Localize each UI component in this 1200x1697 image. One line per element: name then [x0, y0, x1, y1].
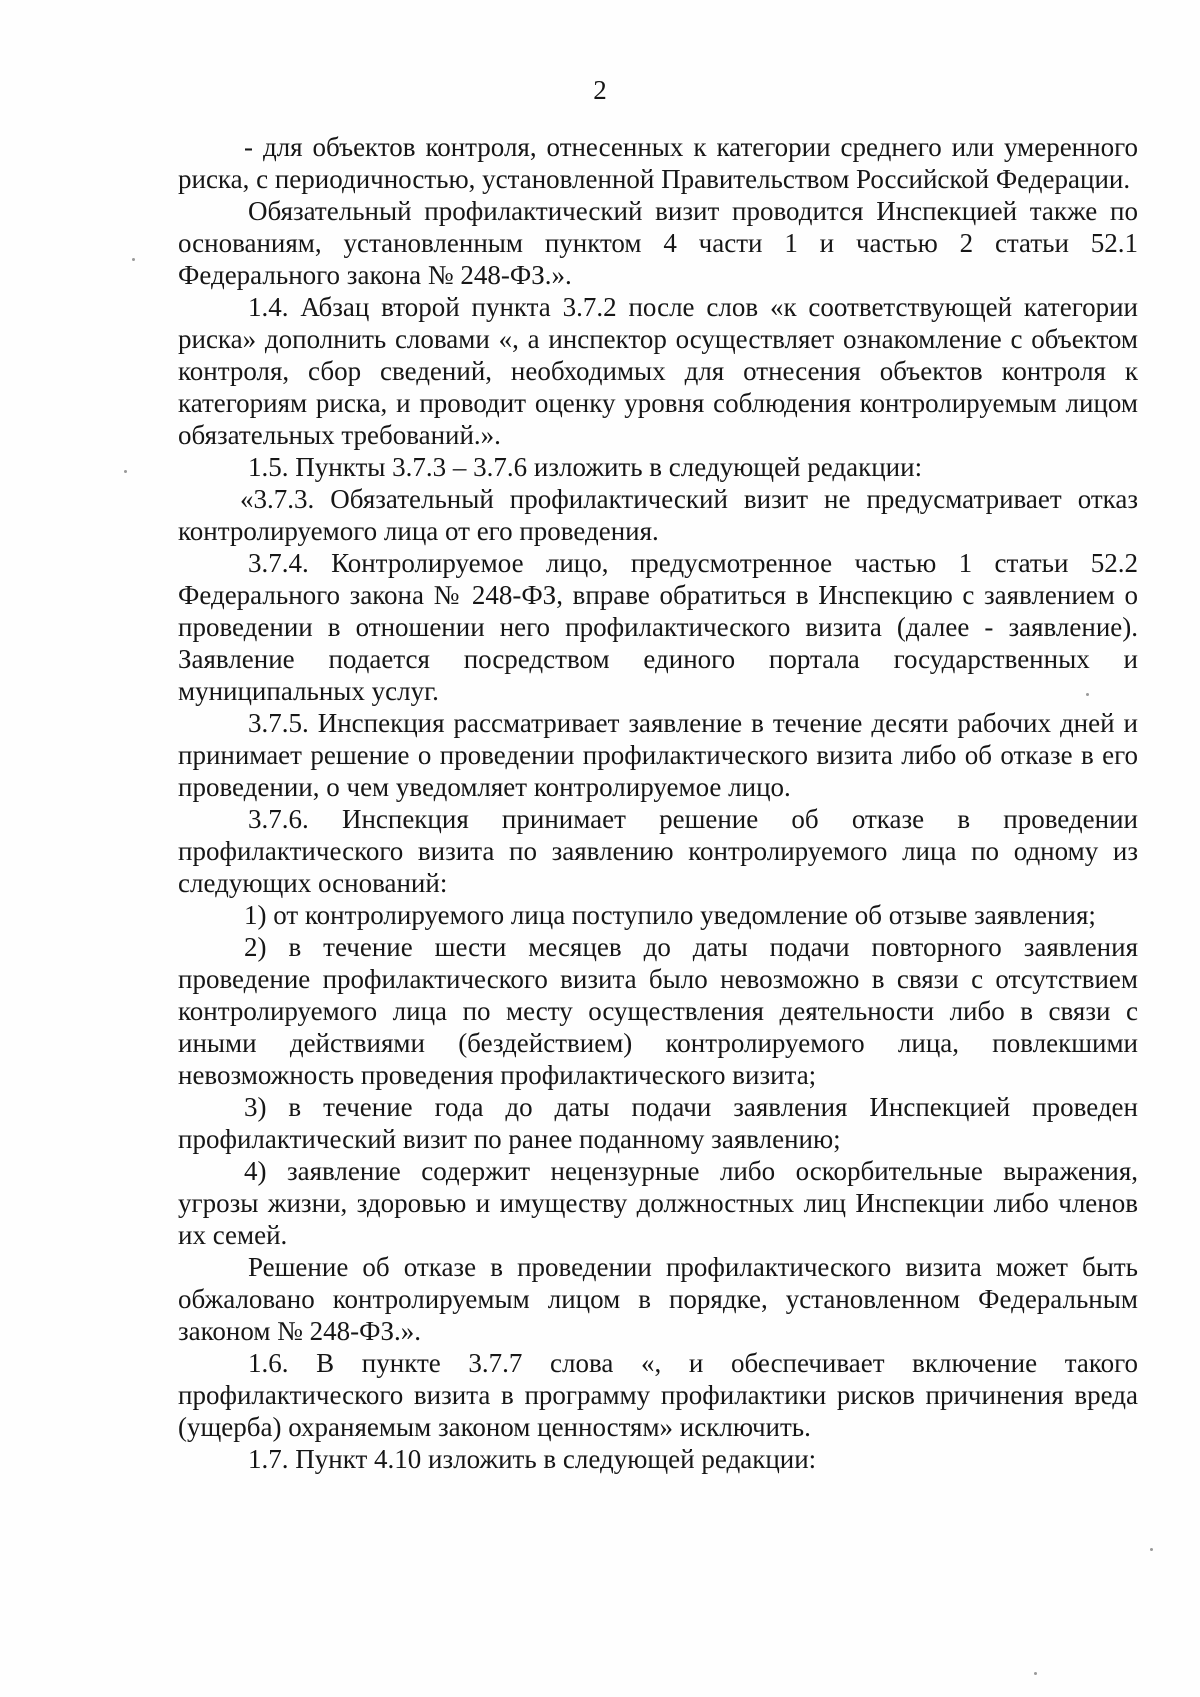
paragraph-item-1-4: 1.4. Абзац второй пункта 3.7.2 после слов «к соответствующей категории риска» дополнить словами «, а инспектор осуществляет ознакомление с объектом контроля, сбор сведений, необходимых для отнесения объектов контроля к категориям риска, и проводит оценку уровня соблюдения контролируемым лицом обязательных требований.». — [178, 292, 1138, 450]
paragraph-item-1-7: 1.7. Пункт 4.10 изложить в следующей редакции: — [248, 1444, 817, 1474]
paragraph-item-3-7-4: 3.7.4. Контролируемое лицо, предусмотренное частью 1 статьи 52.2 Федерального закона № 248-ФЗ, вправе обратиться в Инспекцию с заявлением о проведении в отношении него профилактического визита (далее - заявление). Заявление подается посредством единого портала государственных и муниципальных услуг. — [178, 548, 1138, 706]
paragraph-item-1-5: 1.5. Пункты 3.7.3 – 3.7.6 изложить в следующей редакции: — [248, 452, 923, 482]
paragraph-item-3-7-3: «3.7.3. Обязательный профилактический визит не предусматривает отказ контролируемого лица от его проведения. — [178, 484, 1138, 546]
list-item-ground-3: 3) в течение года до даты подачи заявления Инспекцией проведен профилактический визит по ранее поданному заявлению; — [178, 1092, 1138, 1154]
scan-speck — [1150, 1548, 1153, 1551]
paragraph-item-3-7-6: 3.7.6. Инспекция принимает решение об отказе в проведении профилактического визита по заявлению контролируемого лица по одному из следующих оснований: — [178, 804, 1138, 898]
list-item-ground-1: 1) от контролируемого лица поступило уведомление об отзыве заявления; — [244, 900, 1096, 930]
paragraph-item-3-7-5: 3.7.5. Инспекция рассматривает заявление в течение десяти рабочих дней и принимает решение о проведении профилактического визита либо об отказе в его проведении, о чем уведомляет контролируемое лицо. — [178, 708, 1138, 802]
page-number: 2 — [593, 75, 607, 105]
list-item-ground-2: 2) в течение шести месяцев до даты подачи повторного заявления проведение профилактического визита было невозможно в связи с отсутствием контролируемого лица по месту осуществления деятельности либо в связи с иными действиями (бездействием) контролируемого лица, повлекшими невозможность проведения профилактического визита; — [178, 932, 1138, 1090]
paragraph-risk-category: - для объектов контроля, отнесенных к категории среднего или умеренного риска, с периодичностью, установленной Правительством Российской Федерации. — [178, 132, 1138, 194]
paragraph-mandatory-visit-grounds: Обязательный профилактический визит проводится Инспекцией также по основаниям, установленным пунктом 4 части 1 и частью 2 статьи 52.1 Федерального закона № 248-ФЗ.». — [178, 196, 1138, 290]
paragraph-refusal-appeal: Решение об отказе в проведении профилактического визита может быть обжаловано контролируемым лицом в порядке, установленном Федеральным законом № 248-ФЗ.». — [178, 1252, 1138, 1346]
scan-speck — [1086, 693, 1089, 696]
scan-speck — [132, 258, 135, 261]
document-body — [178, 131, 1138, 1475]
list-item-ground-4: 4) заявление содержит нецензурные либо оскорбительные выражения, угрозы жизни, здоровью и имуществу должностных лиц Инспекции либо членов их семей. — [178, 1156, 1138, 1250]
scan-speck — [1034, 1672, 1037, 1675]
paragraph-item-1-6: 1.6. В пункте 3.7.7 слова «, и обеспечивает включение такого профилактического визита в программу профилактики рисков причинения вреда (ущерба) охраняемым законом ценностям» исключить. — [178, 1348, 1138, 1442]
scan-speck — [124, 470, 127, 473]
